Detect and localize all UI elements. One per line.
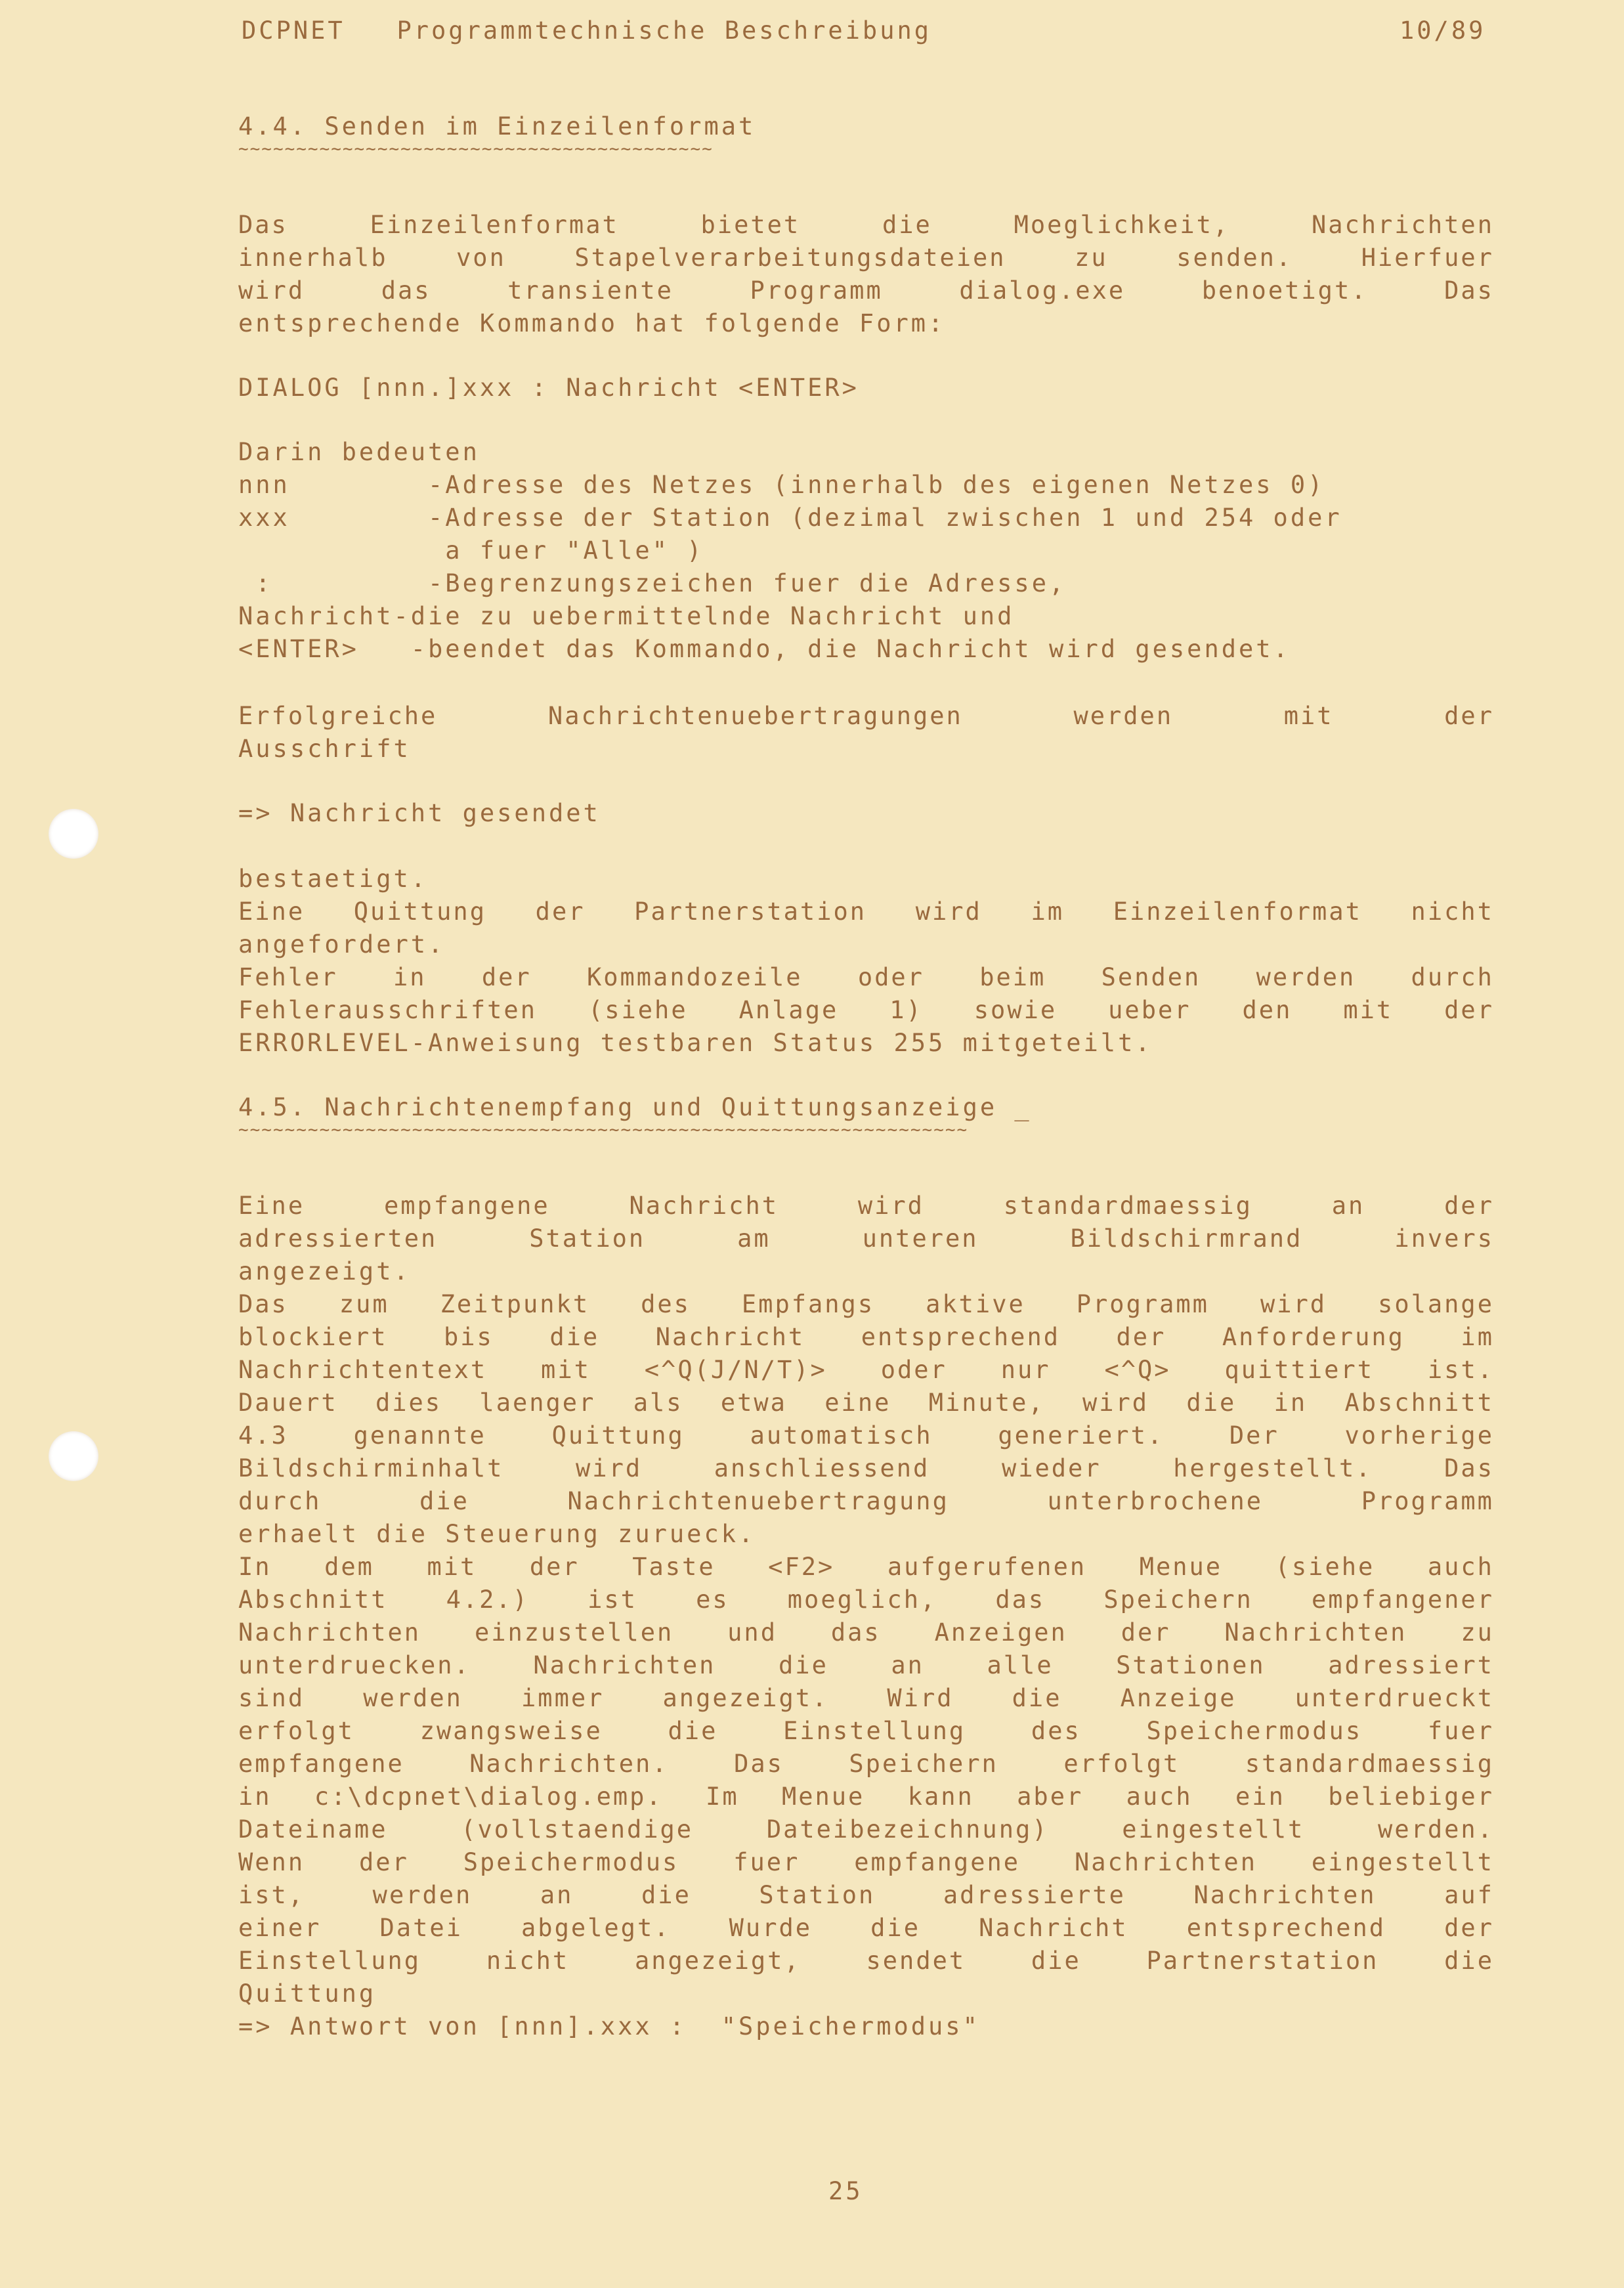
word: nicht [1411, 897, 1494, 926]
word: Anzeige [1120, 1684, 1237, 1712]
word: entsprechend [861, 1323, 1060, 1351]
text-line [238, 700, 1494, 733]
word: Empfangs [741, 1290, 875, 1318]
word: der [529, 1553, 580, 1581]
word: die [641, 1881, 691, 1909]
word: ist, [238, 1881, 305, 1909]
text-line [238, 1813, 1494, 1846]
word: sendet [866, 1947, 966, 1975]
word: Kommandozeile [586, 963, 803, 991]
word: am [737, 1224, 771, 1253]
word: bietet [700, 211, 801, 239]
word: Stapelverarbeitungsdateien [574, 244, 1006, 272]
word: den [1242, 996, 1293, 1024]
word: adressiert [1328, 1651, 1494, 1679]
word: in [393, 963, 427, 991]
word: <F2> [768, 1553, 835, 1581]
punch-hole [49, 809, 98, 859]
word: erfolgt [1063, 1750, 1180, 1778]
word: Wenn [238, 1848, 305, 1876]
word: ein [1235, 1782, 1285, 1811]
word: Station [529, 1224, 646, 1253]
word: das [381, 276, 431, 305]
word: angezeigt, [634, 1947, 801, 1975]
word: Menue [781, 1782, 865, 1811]
text-line: Quittung [238, 1979, 377, 2008]
word: zu [1075, 244, 1108, 272]
word: werden [1073, 702, 1174, 730]
definition-line: a fuer "Alle" ) [238, 536, 704, 565]
word: nicht [486, 1947, 570, 1975]
definition-line: Nachricht-die zu uebermittelnde Nachricht und [238, 602, 1015, 630]
word: Speichern [849, 1750, 998, 1778]
word: des [1031, 1717, 1081, 1745]
word: Fehler [238, 963, 338, 991]
word: Nachricht [655, 1323, 805, 1351]
word: werden. [1378, 1815, 1494, 1844]
word: Dateibezeichnung) [766, 1815, 1049, 1844]
text-line [238, 1485, 1494, 1518]
word: wird [238, 276, 305, 305]
word: adressierte [943, 1881, 1126, 1909]
word: unteren [862, 1224, 979, 1253]
word: Einzeilenformat [370, 211, 619, 239]
word: Fehlerausschriften [238, 996, 537, 1024]
word: transiente [507, 276, 673, 305]
title-underline: ~~~~~~~~~~~~~~~~~~~~~~~~~~~~~~~~~~~~~~~~~~~~~~~~~~~~~~~~~~~~~~~ [238, 1120, 969, 1140]
word: im [1461, 1323, 1494, 1351]
word: abgelegt. [521, 1914, 671, 1942]
text-line: entsprechende Kommando hat folgende Form: [238, 309, 946, 337]
word: innerhalb [238, 244, 388, 272]
word: dialog.exe [959, 276, 1126, 305]
word: <^Q(J/N/T)> [644, 1356, 827, 1384]
word: beim [979, 963, 1046, 991]
word: Programm [1361, 1487, 1494, 1515]
word: anschliessend [714, 1454, 930, 1482]
word: werden [372, 1881, 473, 1909]
word: ist [588, 1586, 637, 1614]
word: Abschnitt [238, 1586, 388, 1614]
word: auch [1427, 1553, 1494, 1581]
text-line: bestaetigt. [238, 865, 429, 893]
word: die [882, 211, 932, 239]
word: des [641, 1290, 691, 1318]
word: automatisch [750, 1421, 933, 1450]
word: solange [1378, 1290, 1494, 1318]
text-line: Ausschrift [238, 735, 411, 763]
word: generiert. [998, 1421, 1165, 1450]
word: das [830, 1618, 881, 1647]
text-line [238, 1321, 1494, 1354]
punch-hole [49, 1431, 98, 1481]
word: dies [375, 1389, 442, 1417]
word: empfangene [238, 1750, 404, 1778]
word: Der [1229, 1421, 1279, 1450]
word: beliebiger [1328, 1782, 1494, 1811]
word: Erfolgreiche [238, 702, 438, 730]
word: wieder [1001, 1454, 1101, 1482]
word: fuer [1427, 1717, 1494, 1745]
word: wird [1260, 1290, 1327, 1318]
word: In [238, 1553, 272, 1581]
text-line [238, 1222, 1494, 1255]
answer-line: => Antwort von [nnn].xxx : "Speichermodus" [238, 2012, 980, 2040]
word: an [540, 1881, 574, 1909]
word: das [995, 1586, 1046, 1614]
word: Nachrichten [238, 1618, 421, 1647]
word: kann [907, 1782, 974, 1811]
word: Nachrichten [1074, 1848, 1257, 1876]
word: dem [324, 1553, 374, 1581]
word: aktive [926, 1290, 1025, 1318]
word: unterbrochene [1047, 1487, 1264, 1515]
word: bis [444, 1323, 494, 1351]
word: Datei [379, 1914, 463, 1942]
word: Nachricht [629, 1192, 779, 1220]
word: Anzeigen [934, 1618, 1067, 1647]
word: mit [1343, 996, 1394, 1024]
word: an [891, 1651, 924, 1679]
page-number: 25 [828, 2177, 863, 2205]
word: hergestellt. [1173, 1454, 1373, 1482]
word: sowie [973, 996, 1058, 1024]
word: Anlage [738, 996, 839, 1024]
word: mit [1283, 702, 1334, 730]
word: durch [1411, 963, 1494, 991]
word: Station [759, 1881, 876, 1909]
text-line [238, 1748, 1494, 1781]
word: Partnerstation [634, 897, 867, 926]
text-line: ERRORLEVEL-Anweisung testbaren Status 255 mitgeteilt. [238, 1029, 1153, 1057]
word: entsprechend [1186, 1914, 1386, 1942]
command-line: DIALOG [nnn.]xxx : Nachricht <ENTER> [238, 374, 859, 402]
text-line [238, 896, 1494, 928]
text-line [238, 209, 1494, 242]
word: wird [1082, 1389, 1149, 1417]
word: ueber [1108, 996, 1191, 1024]
text-line [238, 1846, 1494, 1879]
word: (siehe [1275, 1553, 1375, 1581]
word: Nachrichtenuebertragungen [547, 702, 963, 730]
word: Anforderung [1222, 1323, 1405, 1351]
word: sind [238, 1684, 305, 1712]
word: auf [1444, 1881, 1494, 1909]
header-title: DCPNET Programmtechnische Beschreibung [242, 16, 932, 45]
word: c:\dcpnet\dialog.emp. [314, 1782, 663, 1811]
word: Hierfuer [1361, 244, 1494, 272]
text-line [238, 1682, 1494, 1715]
word: aber [1017, 1782, 1084, 1811]
word: der [1444, 996, 1494, 1024]
word: angezeigt. [662, 1684, 829, 1712]
word: oder [880, 1356, 947, 1384]
word: ist. [1427, 1356, 1494, 1384]
word: die [1186, 1389, 1237, 1417]
word: Menue [1139, 1553, 1223, 1581]
text-line [238, 242, 1494, 274]
word: die [419, 1487, 469, 1515]
word: Speichermodus [463, 1848, 679, 1876]
word: senden. [1176, 244, 1293, 272]
word: wird [576, 1454, 643, 1482]
word: in [238, 1782, 272, 1811]
word: Nachrichtentext [238, 1356, 488, 1384]
word: die [1031, 1947, 1081, 1975]
result-line: => Nachricht gesendet [238, 799, 601, 827]
word: die [1444, 1947, 1494, 1975]
text-line [238, 1354, 1494, 1387]
word: einzustellen [474, 1618, 674, 1647]
word: werden [1256, 963, 1356, 991]
word: der [1121, 1618, 1171, 1647]
definition-line: : -Begrenzungszeichen fuer die Adresse, [238, 569, 1067, 597]
word: Wird [887, 1684, 954, 1712]
word: Eine [238, 897, 305, 926]
word: quittiert [1224, 1356, 1374, 1384]
word: Speichermodus [1146, 1717, 1363, 1745]
text-line [238, 1387, 1494, 1419]
word: blockiert [238, 1323, 388, 1351]
word: Nachrichten. [469, 1750, 669, 1778]
text-line: angefordert. [238, 930, 446, 959]
word: die [870, 1914, 920, 1942]
text-line [238, 994, 1494, 1027]
text-line [238, 1584, 1494, 1616]
word: standardmaessig [1245, 1750, 1494, 1778]
word: von [456, 244, 506, 272]
text-line [238, 274, 1494, 307]
word: Quittung [551, 1421, 685, 1450]
word: (siehe [588, 996, 688, 1024]
word: die [549, 1323, 600, 1351]
word: Einstellung [238, 1947, 421, 1975]
word: Nachrichten [533, 1651, 716, 1679]
word: der [1444, 1914, 1494, 1942]
word: Stationen [1116, 1651, 1266, 1679]
word: die [668, 1717, 718, 1745]
word: Moeglichkeit, [1014, 211, 1230, 239]
word: eine [824, 1389, 891, 1417]
word: Taste [632, 1553, 716, 1581]
word: laenger [479, 1389, 596, 1417]
word: mit [541, 1356, 591, 1384]
word: Nachricht [979, 1914, 1128, 1942]
section-title: 4.5. Nachrichtenempfang und Quittungsanzeige _ [238, 1093, 1032, 1121]
word: immer [521, 1684, 605, 1712]
text-line [238, 1912, 1494, 1945]
definition-line: xxx -Adresse der Station (dezimal zwischen 1 und 254 oder [238, 504, 1342, 532]
word: Quittung [353, 897, 486, 926]
word: der [1444, 702, 1494, 730]
word: der [1116, 1323, 1166, 1351]
word: im [1031, 897, 1065, 926]
word: 4.2.) [446, 1586, 529, 1614]
word: adressierten [238, 1224, 438, 1253]
definition-line: nnn -Adresse des Netzes (innerhalb des eigenen Netzes 0) [238, 471, 1325, 499]
text-line [238, 1616, 1494, 1649]
word: Dateiname [238, 1815, 388, 1844]
word: der [1444, 1192, 1494, 1220]
word: Nachrichten [1224, 1618, 1407, 1647]
word: Partnerstation [1146, 1947, 1379, 1975]
word: Wurde [729, 1914, 813, 1942]
word: Speichern [1103, 1586, 1253, 1614]
word: Das [734, 1750, 784, 1778]
word: unterdrueckt [1294, 1684, 1494, 1712]
word: es [696, 1586, 729, 1614]
word: zwangsweise [419, 1717, 603, 1745]
word: Das [238, 211, 288, 239]
word: zum [339, 1290, 389, 1318]
word: Senden [1101, 963, 1201, 991]
word: moeglich, [787, 1586, 937, 1614]
word: Abschnitt [1344, 1389, 1494, 1417]
word: invers [1394, 1224, 1494, 1253]
word: Nachrichten [1311, 211, 1494, 239]
word: oder [857, 963, 924, 991]
text-line [238, 1781, 1494, 1813]
word: Minute, [928, 1389, 1045, 1417]
word: etwa [720, 1389, 787, 1417]
word: standardmaessig [1003, 1192, 1252, 1220]
text-line [238, 1288, 1494, 1321]
word: nur [1000, 1356, 1051, 1384]
word: durch [238, 1487, 322, 1515]
section-title: 4.4. Senden im Einzeilenformat [238, 112, 756, 140]
word: fuer [733, 1848, 800, 1876]
word: auch [1126, 1782, 1193, 1811]
text-line: Darin bedeuten [238, 438, 480, 466]
header-date: 10/89 [1400, 16, 1486, 45]
word: Nachrichtenuebertragung [567, 1487, 949, 1515]
word: empfangene [383, 1192, 550, 1220]
word: erfolgt [238, 1717, 354, 1745]
text-line [238, 1452, 1494, 1485]
word: empfangene [854, 1848, 1021, 1876]
text-line: angezeigt. [238, 1257, 411, 1285]
word: mit [427, 1553, 477, 1581]
word: Einstellung [783, 1717, 966, 1745]
word: die [1012, 1684, 1062, 1712]
word: zu [1461, 1618, 1494, 1647]
word: an [1331, 1192, 1365, 1220]
word: Das [1444, 276, 1494, 305]
word: der [481, 963, 532, 991]
word: Eine [238, 1192, 305, 1220]
word: werden [363, 1684, 463, 1712]
word: (vollstaendige [461, 1815, 694, 1844]
text-line [238, 1649, 1494, 1682]
word: unterdruecken. [238, 1651, 471, 1679]
word: wird [857, 1192, 924, 1220]
word: Das [238, 1290, 288, 1318]
word: Nachrichten [1193, 1881, 1377, 1909]
word: 4.3 [238, 1421, 288, 1450]
word: als [633, 1389, 683, 1417]
text-line [238, 1190, 1494, 1222]
word: vorherige [1344, 1421, 1494, 1450]
word: Programm [750, 276, 883, 305]
definition-line: <ENTER> -beendet das Kommando, die Nachricht wird gesendet. [238, 635, 1291, 663]
word: der [359, 1848, 409, 1876]
text-line [238, 1945, 1494, 1977]
word: 1) [889, 996, 923, 1024]
word: <^Q> [1104, 1356, 1171, 1384]
text-line [238, 1715, 1494, 1748]
word: aufgerufenen [887, 1553, 1087, 1581]
word: Im [706, 1782, 739, 1811]
word: eingestellt [1122, 1815, 1305, 1844]
word: alle [987, 1651, 1054, 1679]
word: Einzeilenformat [1113, 897, 1362, 926]
word: benoetigt. [1201, 276, 1368, 305]
word: Programm [1076, 1290, 1209, 1318]
word: in [1273, 1389, 1308, 1417]
word: Das [1444, 1454, 1494, 1482]
word: Bildschirmrand [1070, 1224, 1303, 1253]
word: Dauert [238, 1389, 338, 1417]
text-line [238, 1879, 1494, 1912]
word: Zeitpunkt [440, 1290, 590, 1318]
word: Bildschirminhalt [238, 1454, 504, 1482]
text-line: erhaelt die Steuerung zurueck. [238, 1520, 756, 1548]
title-underline: ~~~~~~~~~~~~~~~~~~~~~~~~~~~~~~~~~~~~~~~~~ [238, 139, 714, 159]
text-line [238, 1551, 1494, 1584]
word: einer [238, 1914, 322, 1942]
word: der [535, 897, 586, 926]
word: eingestellt [1311, 1848, 1494, 1876]
text-line [238, 1419, 1494, 1452]
word: wird [915, 897, 982, 926]
word: genannte [353, 1421, 486, 1450]
word: empfangener [1311, 1586, 1494, 1614]
word: die [779, 1651, 828, 1679]
word: und [727, 1618, 777, 1647]
text-line [238, 961, 1494, 994]
